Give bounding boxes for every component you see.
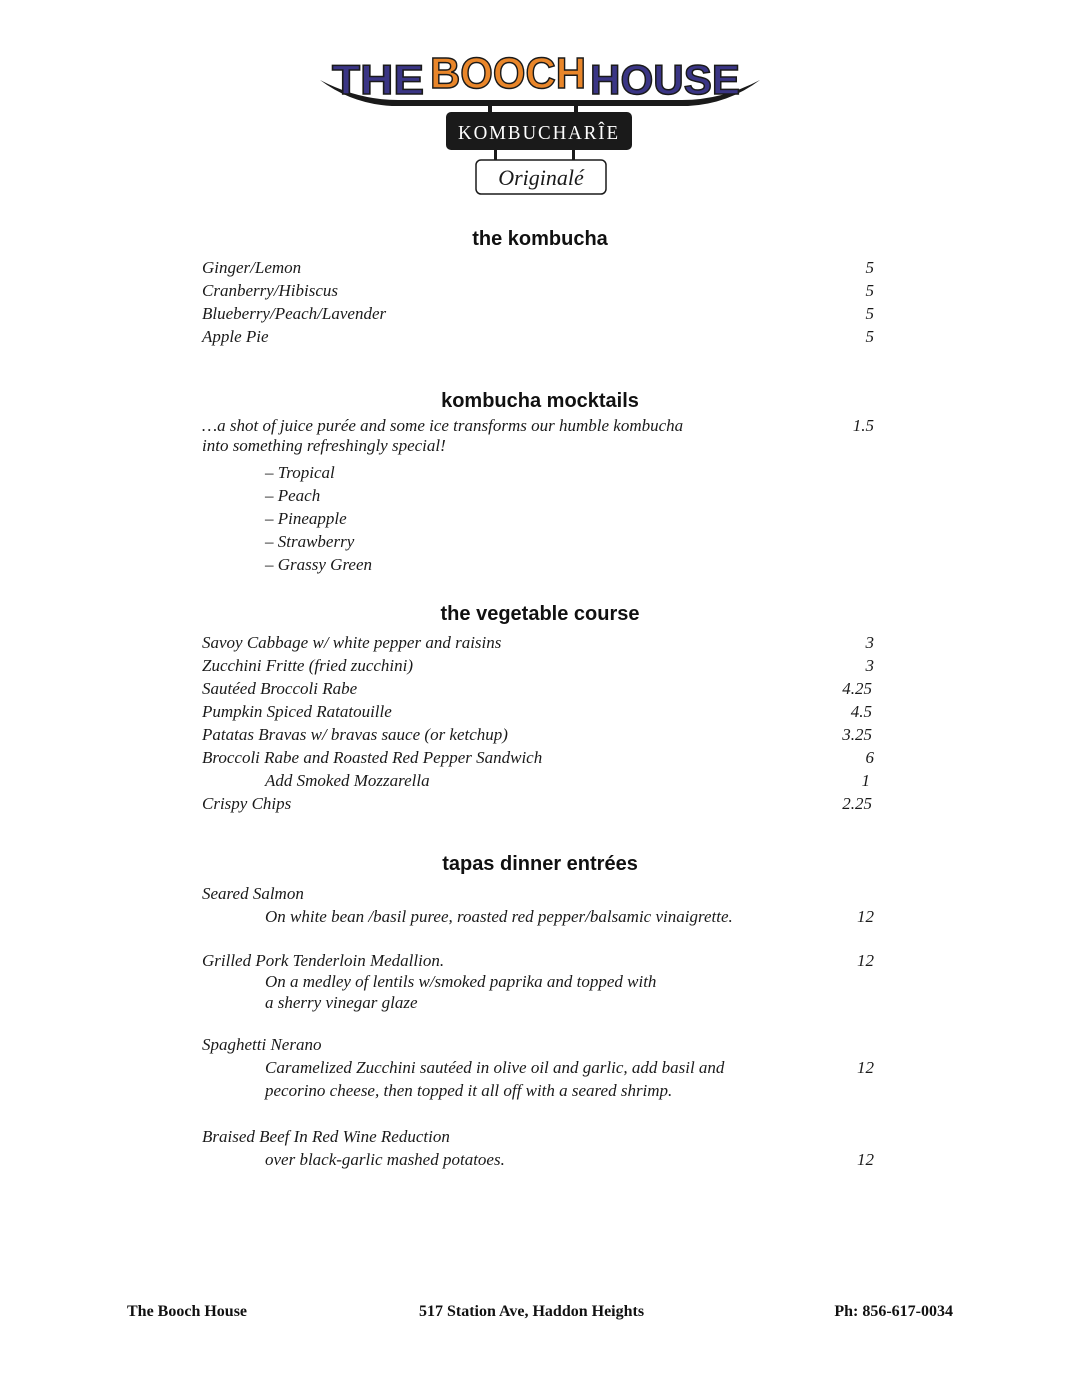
entree-price: 12: [857, 1058, 874, 1077]
mocktail-flavor: – Pineapple: [265, 509, 347, 528]
kombucha-item: Ginger/Lemon: [202, 258, 302, 277]
vegetable-item: Savoy Cabbage w/ white pepper and raisins: [202, 633, 502, 652]
booch-house-logo: [318, 42, 762, 200]
section-heading-vegetable: the vegetable course: [440, 603, 640, 625]
vegetable-price: 4.5: [850, 702, 872, 721]
svg-text:KOMBUCHARÎE: KOMBUCHARÎE: [458, 122, 629, 144]
section-heading-entrees: tapas dinner entrées: [442, 853, 638, 875]
footer-address: 517 Station Ave, Haddon Heights: [419, 1303, 645, 1320]
vegetable-price: 1: [861, 771, 870, 790]
kombucha-price: 5: [865, 304, 874, 323]
kombucha-item: Cranberry/Hibiscus: [202, 281, 338, 300]
footer-business-name: The Booch House: [127, 1303, 248, 1320]
section-heading-mocktails: kombucha mocktails: [441, 390, 639, 412]
mocktail-flavor: – Strawberry: [265, 532, 355, 551]
vegetable-price: 6: [865, 748, 874, 767]
vegetable-price: 3: [865, 656, 874, 675]
mocktail-flavor: – Tropical: [265, 463, 335, 482]
vegetable-item: Zucchini Fritte (fried zucchini): [202, 656, 414, 675]
entree-description: Caramelized Zucchini sautéed in olive oil and garlic, add basil and: [265, 1058, 725, 1077]
entree-description: a sherry vinegar glaze: [265, 993, 418, 1012]
mocktails-price: 1.5: [852, 416, 874, 435]
kombucha-price: 5: [865, 327, 874, 346]
entree-price: 12: [857, 951, 874, 970]
vegetable-item: Sautéed Broccoli Rabe: [202, 679, 358, 698]
entree-description: over black-garlic mashed potatoes.: [265, 1150, 505, 1169]
mocktails-description: into something refreshingly special!: [202, 436, 446, 455]
vegetable-item: Crispy Chips: [202, 794, 292, 813]
footer-phone: Ph: 856-617-0034: [834, 1303, 953, 1320]
entree-name: Spaghetti Nerano: [202, 1035, 322, 1054]
vegetable-price: 4.25: [842, 679, 872, 698]
entree-name: Seared Salmon: [202, 884, 304, 903]
kombucha-price: 5: [865, 281, 874, 300]
vegetable-addon: Add Smoked Mozzarella: [265, 771, 430, 790]
vegetable-price: 3.25: [842, 725, 872, 744]
svg-text:BOOCH: BOOCH: [430, 49, 586, 98]
mocktails-description: …a shot of juice purée and some ice transforms our humble kombucha: [202, 416, 684, 435]
vegetable-item: Broccoli Rabe and Roasted Red Pepper Sandwich: [202, 748, 543, 767]
entree-price: 12: [857, 1150, 874, 1169]
vegetable-price: 2.25: [842, 794, 872, 813]
vegetable-item: Patatas Bravas w/ bravas sauce (or ketchup): [202, 725, 508, 744]
entree-description: On white bean /basil puree, roasted red pepper/balsamic vinaigrette.: [265, 907, 733, 926]
entree-description: pecorino cheese, then topped it all off with a seared shrimp.: [265, 1081, 673, 1100]
entree-description: On a medley of lentils w/smoked paprika and topped with: [265, 972, 657, 991]
kombucha-item: Blueberry/Peach/Lavender: [202, 304, 387, 323]
entree-price: 12: [857, 907, 874, 926]
vegetable-item: Pumpkin Spiced Ratatouille: [202, 702, 392, 721]
kombucha-price: 5: [865, 258, 874, 277]
kombucha-item: Apple Pie: [202, 327, 269, 346]
svg-text:HOUSE: HOUSE: [590, 56, 740, 103]
svg-text:THE: THE: [332, 56, 424, 103]
section-heading-kombucha: the kombucha: [472, 228, 608, 250]
entree-name: Braised Beef In Red Wine Reduction: [202, 1127, 450, 1146]
entree-name: Grilled Pork Tenderloin Medallion.: [202, 951, 445, 970]
svg-text:Originalé: Originalé: [498, 165, 584, 190]
vegetable-price: 3: [865, 633, 874, 652]
mocktail-flavor: – Grassy Green: [265, 555, 373, 574]
mocktail-flavor: – Peach: [265, 486, 321, 505]
